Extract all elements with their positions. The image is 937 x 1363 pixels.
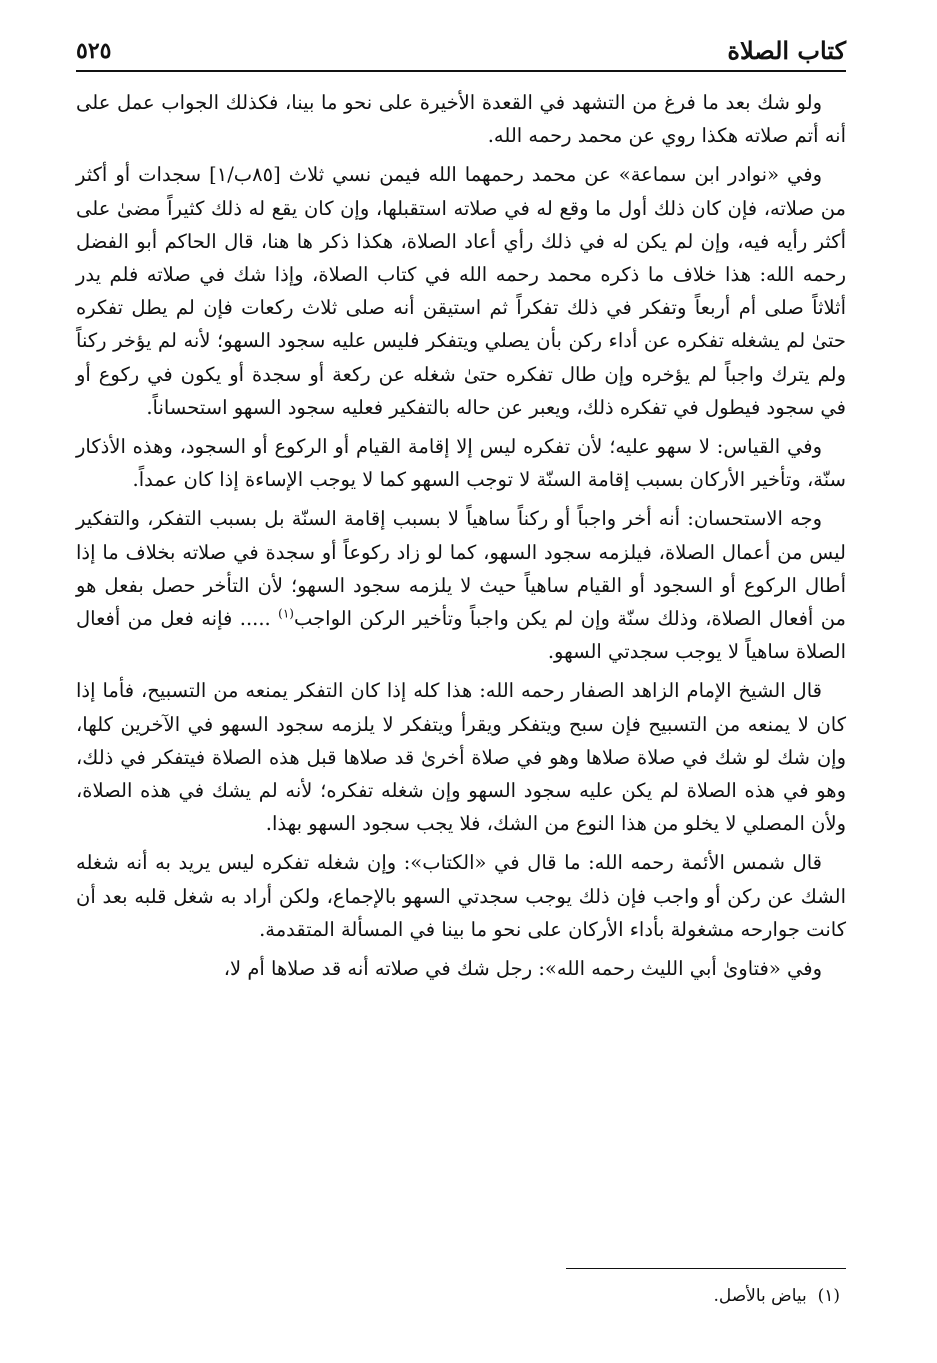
paragraph-text: ..... فإنه فعل من أفعال الصلاة ساهياً لا يوجب سجدتي السهو.	[76, 607, 846, 664]
paragraph: ولو شك بعد ما فرغ من التشهد في القعدة الأخيرة على نحو ما بينا، فكذلك الجواب عمل على أنه أتم صلاته هكذا روي عن محمد رحمه الله.	[76, 91, 846, 148]
body-text	[76, 86, 846, 985]
footnote	[76, 1283, 846, 1309]
book-page	[76, 28, 846, 1338]
paragraph: قال الشيخ الإمام الزاهد الصفار رحمه الله: هذا كله إذا كان التفكر يمنعه من التسبيح، فأما إذا كان لا يمنعه من التسبيح فإن سبح ويتفكر ويقرأ ويتفكر لا يلزمه سجود السهو في الآخرين كلها، وإن شك لو شك في صلاة صلاها وهو في صلاة أخرىٰ قد صلاها قبل هذه الصلاة فيتفكر في ذلك، وهو في هذه الصلاة لم يكن عليه سجود السهو وإن شغله تفكره؛ لأنه لم يشك في هذه الصلاة، ولأن المصلي لا يخلو من هذا النوع من الشك، فلا يجب سجود السهو بهذا.	[76, 679, 846, 836]
page-number: ٥٢٥	[76, 38, 112, 64]
footnote-marker: (١)	[817, 1286, 840, 1306]
paragraph: وفي «نوادر ابن سماعة» عن محمد رحمهما الله فيمن نسي ثلاث [٨٥ب/١] سجدات أو أكثر من صلاته، فإن كان ذلك أول ما وقع له في صلاته استقبلها، وإن كان يقع له ذلك كثيراً مضىٰ على أكثر رأيه فيه، وإن لم يكن له في ذلك رأي أعاد الصلاة، هكذا ذكر ها هنا، قال الحاكم أبو الفضل رحمه الله: هذا خلاف ما ذكره محمد رحمه الله في كتاب الصلاة، وإذا شك في صلاته فلم يدر أثلاثاً صلى أم أربعاً وتفكر في ذلك تفكراً ثم استيقن أنه صلى ثلاث ركعات فإن لم يطل تفكره حتىٰ لم يشغله تفكره عن أداء ركن بأن يصلي ويتفكر فليس عليه سجود السهو؛ لأنه لم يؤخر ركناً ولم يترك واجباً لم يؤخره وإن طال تفكره حتىٰ شغله عن ركعة أو سجدة أو يكون في ركوع أو في سجود فيطول في تفكره ذلك، ويعبر عن حاله بالتفكير فعليه سجود السهو استحساناً.	[76, 163, 846, 419]
footnote-rule	[566, 1268, 846, 1269]
paragraph	[76, 502, 846, 668]
paragraph: وفي القياس: لا سهو عليه؛ لأن تفكره ليس إلا إقامة القيام أو الركوع أو السجود، وهذه الأذكار سنّة، وتأخير الأركان بسبب إقامة السنّة لا توجب السهو كما لا يوجب الإساءة إذا كان عمداً.	[76, 435, 846, 492]
paragraph: قال شمس الأئمة رحمه الله: ما قال في «الكتاب»: وإن شغله تفكره ليس يريد به أنه شغله الشك عن ركن أو واجب فإن ذلك يوجب سجدتي السهو بالإجماع، ولكن أراد به شغل قلبه بعد أن كانت جوارحه مشغولة بأداء الأركان على نحو ما بينا في المسألة المتقدمة.	[76, 851, 846, 941]
footnote-text: بياض بالأصل.	[713, 1286, 807, 1306]
running-head	[76, 28, 846, 66]
footnote-reference: (١)	[278, 606, 294, 621]
footnote-area	[76, 1268, 846, 1309]
header-rule	[76, 70, 846, 72]
paragraph-text: وجه الاستحسان: أنه أخر واجباً أو ركناً ساهياً لا بسبب إقامة السنّة بل بسبب التفكر، والتفكير ليس من أعمال الصلاة، فيلزمه سجود السهو، كما لو زاد ركوعاً أو سجدة في صلاته بخلاف ما إذا أطال الركوع أو السجود أو القيام ساهياً حيث لا يلزمه سجود السهو؛ لأن التأخر حصل بفعل هو من أفعال الصلاة، وذلك سنّة وإن لم يكن واجباً وتأخير الركن الواجب	[76, 507, 846, 631]
paragraph: وفي «فتاوىٰ أبي الليث رحمه الله»: رجل شك في صلاته أنه قد صلاها أم لا،	[223, 957, 822, 981]
book-title: كتاب الصلاة	[727, 36, 846, 65]
